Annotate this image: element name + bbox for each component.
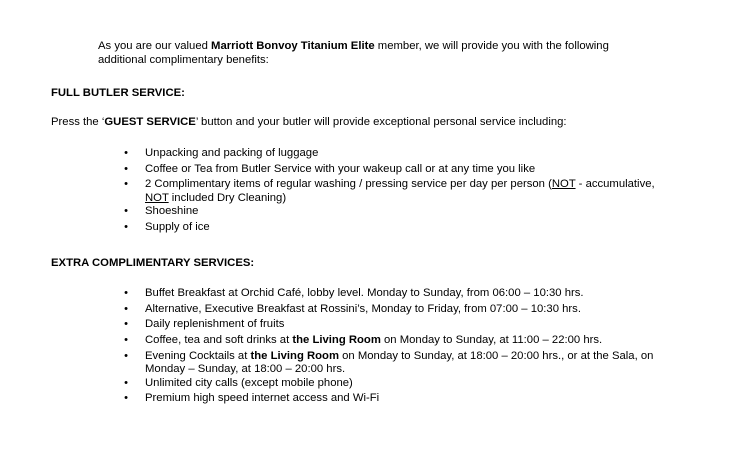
bullet-icon: • <box>124 392 128 405</box>
intro-text-before: As you are our valued <box>98 40 212 52</box>
list-item: • Premium high speed internet access and Wi-Fi <box>145 392 675 408</box>
list-item: • Evening Cocktails at the Living Room on Monday to Sunday, at 18:00 – 20:00 hrs., or at the Sala, on Monday – Sunday, at 18:00 – 20:00 hrs. <box>145 350 675 377</box>
list-item: • Coffee or Tea from Butler Service with your wakeup call or at any time you like <box>145 163 675 179</box>
bullet-icon: • <box>124 334 128 347</box>
list-item: • Unlimited city calls (except mobile phone) <box>145 377 675 393</box>
intro-paragraph <box>98 40 658 67</box>
bullet-icon: • <box>124 221 128 234</box>
bullet-icon: • <box>124 178 128 191</box>
list-item: • Coffee, tea and soft drinks at the Living Room on Monday to Sunday, at 11:00 – 22:00 hrs. <box>145 334 675 350</box>
list-item: • Supply of ice <box>145 221 675 237</box>
guest-service-instruction <box>51 116 567 130</box>
list-item: • 2 Complimentary items of regular washing / pressing service per day per person (NOT - accumulative, NOT included Dry Cleaning) <box>145 178 675 205</box>
bullet-icon: • <box>124 349 128 362</box>
extra-services-list <box>124 287 675 408</box>
bullet-icon: • <box>124 302 128 315</box>
membership-tier: Marriott Bonvoy Titanium Elite <box>211 40 375 52</box>
bullet-icon: • <box>124 162 128 175</box>
list-item: • Alternative, Executive Breakfast at Rossini’s, Monday to Friday, from 07:00 – 10:30 hrs. <box>145 303 675 319</box>
butler-services-list <box>124 147 675 237</box>
extra-services-heading: EXTRA COMPLIMENTARY SERVICES: <box>51 257 255 269</box>
bullet-icon: • <box>124 318 128 331</box>
list-item: • Buffet Breakfast at Orchid Café, lobby level. Monday to Sunday, from 06:00 – 10:30 hrs. <box>145 287 675 303</box>
intro-text-after: member, we will provide you with the following additional complimentary benefits: <box>98 40 609 66</box>
bullet-icon: • <box>124 147 128 159</box>
press-text-before: Press the ‘ <box>51 116 105 128</box>
venue-name: the Living Room <box>292 334 381 347</box>
list-item: • Daily replenishment of fruits <box>145 318 675 334</box>
venue-name: the Living Room <box>250 349 339 362</box>
bullet-icon: • <box>124 376 128 389</box>
bullet-icon: • <box>124 287 128 299</box>
bullet-icon: • <box>124 205 128 218</box>
not-emphasis: NOT <box>551 178 576 191</box>
list-item: • Shoeshine <box>145 205 675 221</box>
guest-service-label: GUEST SERVICE <box>104 116 196 128</box>
butler-heading: FULL BUTLER SERVICE: <box>51 87 185 99</box>
press-text-after: ’ button and your butler will provide exceptional personal service including: <box>195 116 567 128</box>
list-item: • Unpacking and packing of luggage <box>145 147 675 163</box>
not-emphasis: NOT <box>145 191 169 204</box>
